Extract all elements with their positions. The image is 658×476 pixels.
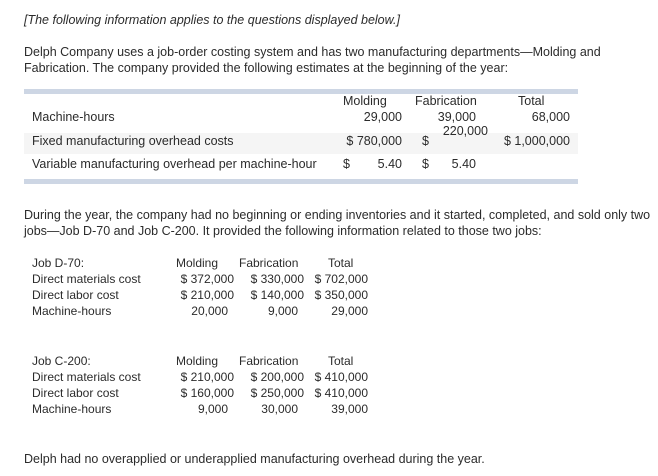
cell-molding: $ 780,000 — [346, 134, 402, 148]
row-label: Direct labor cost — [32, 288, 119, 302]
col-header-molding: Molding — [176, 354, 219, 368]
cell-molding: 29,000 — [363, 110, 402, 124]
cell-total: $ 410,000 — [314, 370, 368, 384]
col-header-molding: Molding — [343, 94, 387, 108]
cell-molding-sign: $ — [343, 157, 350, 171]
row-label: Direct labor cost — [32, 386, 119, 400]
col-header-total: Total — [328, 256, 354, 270]
row-label: Direct materials cost — [32, 272, 141, 286]
cell-total: $ 1,000,000 — [503, 134, 570, 148]
cell-total: $ 702,000 — [314, 272, 368, 286]
col-header-fabrication: Fabrication — [239, 256, 299, 270]
col-header-fabrication: Fabrication — [415, 94, 477, 108]
cell-fabrication: 220,000 — [442, 124, 488, 138]
cell-molding: $ 210,000 — [180, 288, 234, 302]
cell-fabrication-sign: $ — [422, 157, 429, 171]
cell-molding: $ 372,000 — [180, 272, 234, 286]
job-title: Job D-70: — [32, 256, 85, 270]
cell-total: 39,000 — [331, 402, 368, 416]
cell-fabrication: $ 200,000 — [250, 370, 304, 384]
cell-fabrication: 30,000 — [261, 402, 298, 416]
col-header-total: Total — [518, 94, 545, 108]
row-label: Machine-hours — [32, 304, 112, 318]
row-label: Direct materials cost — [32, 370, 141, 384]
company-description: Delph Company uses a job-order costing system and has two manufacturing departments—Molding and Fabrication. The company provided the following estimates at the beginning of the year: — [24, 45, 601, 75]
intro-note: [The following information applies to the questions displayed below.] — [24, 13, 400, 27]
job-title: Job C-200: — [32, 354, 91, 368]
row-label: Fixed manufacturing overhead costs — [32, 134, 234, 148]
row-label: Machine-hours — [32, 402, 112, 416]
cell-molding: 5.40 — [377, 157, 402, 171]
footer-note: Delph had no overapplied or underapplied manufacturing overhead during the year. — [24, 452, 485, 466]
cell-molding: 20,000 — [191, 304, 228, 318]
cell-total: 68,000 — [531, 110, 570, 124]
table-bottom-bar — [24, 179, 578, 184]
col-header-total: Total — [328, 354, 354, 368]
col-header-molding: Molding — [176, 256, 219, 270]
table-top-bar — [24, 89, 578, 94]
cell-total: $ 410,000 — [314, 386, 368, 400]
row-label: Machine-hours — [32, 110, 115, 124]
cell-fabrication-sign: $ — [422, 134, 429, 148]
cell-fabrication: 5.40 — [451, 157, 476, 171]
cell-fabrication: 9,000 — [267, 304, 298, 318]
cell-total: $ 350,000 — [314, 288, 368, 302]
cell-fabrication: $ 250,000 — [250, 386, 304, 400]
cell-total: 29,000 — [331, 304, 368, 318]
jobs-description: During the year, the company had no beginning or ending inventories and it started, completed, and sold only two jobs—Job D-70 and Job C-200. It provided the following information related to those two jobs: — [24, 208, 651, 238]
cell-molding: 9,000 — [197, 402, 228, 416]
col-header-fabrication: Fabrication — [239, 354, 299, 368]
cell-fabrication: $ 140,000 — [250, 288, 304, 302]
cell-fabrication: 39,000 — [437, 110, 476, 124]
cell-molding: $ 210,000 — [180, 370, 234, 384]
cell-fabrication: $ 330,000 — [250, 272, 304, 286]
cell-molding: $ 160,000 — [180, 386, 234, 400]
row-label: Variable manufacturing overhead per machine-hour — [32, 157, 317, 171]
